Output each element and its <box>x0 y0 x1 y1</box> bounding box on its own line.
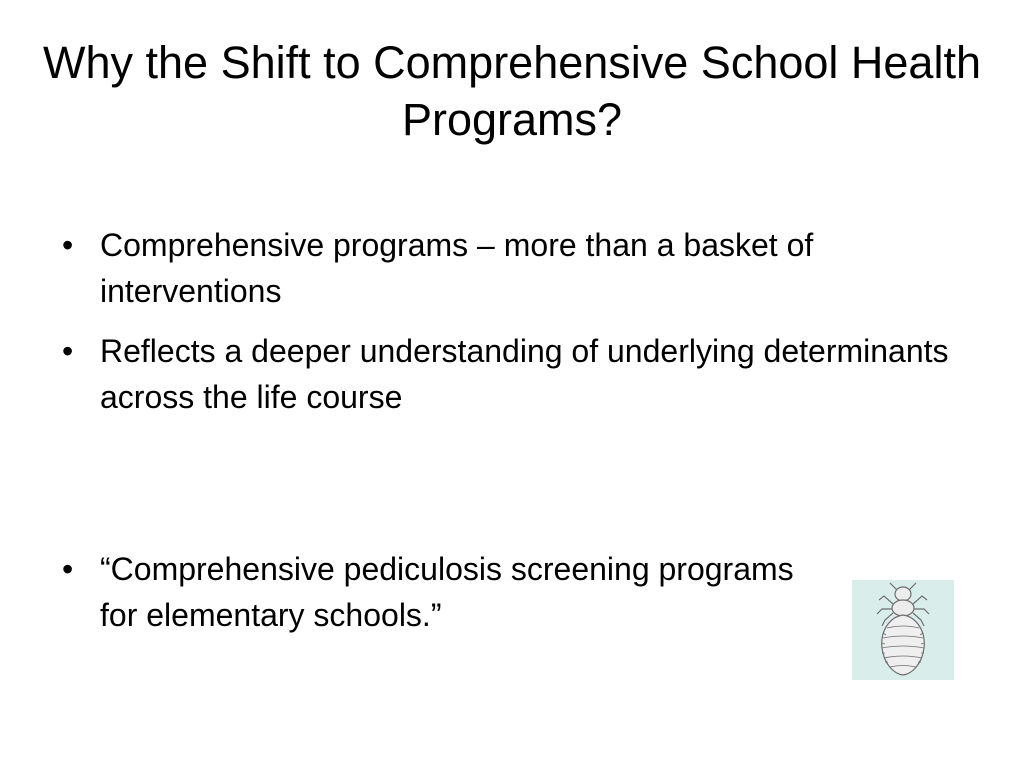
bullet-text: “Comprehensive pediculosis screening programs for elementary schools.” <box>100 551 794 633</box>
bullet-item-3 <box>0 546 820 638</box>
bullet-text: Reflects a deeper understanding of underlying determinants across the life course <box>100 333 949 415</box>
bullet-dot-icon: • <box>62 333 74 369</box>
bullet-text: Comprehensive programs – more than a basket of interventions <box>100 227 814 309</box>
bullet-item-1 <box>0 222 960 314</box>
louse-icon <box>852 580 954 680</box>
bullet-dot-icon: • <box>62 551 74 587</box>
bullet-dot-icon: • <box>62 227 74 263</box>
louse-image <box>852 580 954 680</box>
slide-title: Why the Shift to Comprehensive School Health Programs? <box>43 37 981 145</box>
bullet-item-2 <box>0 328 960 420</box>
